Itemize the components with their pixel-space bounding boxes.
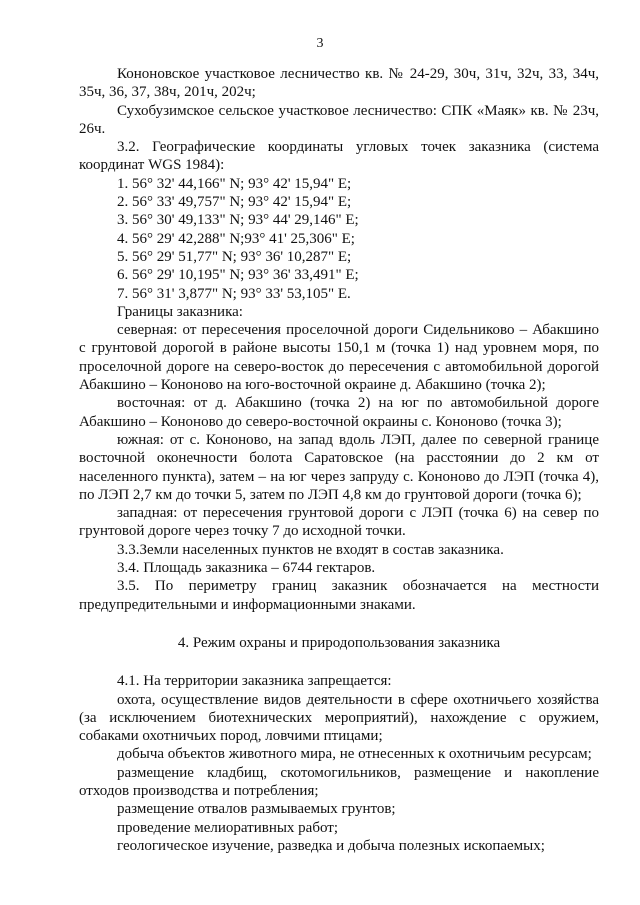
page-number: 3 <box>316 36 324 51</box>
paragraph-3-3: 3.3.Земли населенных пунктов не входят в состав заказника. <box>117 541 504 558</box>
coordinate-point-5: 5. 56° 29' 51,77" N; 93° 36' 10,287" E; <box>117 248 352 265</box>
prohibition-item-melioration: проведение мелиоративных работ; <box>117 819 339 836</box>
coordinate-point-4: 4. 56° 29' 42,288" N;93° 41' 25,306" E; <box>117 230 355 247</box>
paragraph-3-5: 3.5. По периметру границ заказник обозначается на местности предупредительными и информационными знаками. <box>79 578 599 613</box>
section-4-heading: 4. Режим охраны и природопользования заказника <box>177 634 501 651</box>
coordinate-point-1: 1. 56° 32' 44,166" N; 93° 42' 15,94" E; <box>117 175 352 192</box>
coordinate-point-2: 2. 56° 33' 49,757" N; 93° 42' 15,94" E; <box>117 194 352 211</box>
paragraph-sukhobuzimskoe: Сухобузимское сельское участковое лесничество: СПК «Маяк» кв. № 23ч, 26ч. <box>79 102 599 137</box>
paragraph-3-4: 3.4. Площадь заказника – 6744 гектаров. <box>117 560 376 577</box>
prohibition-item-wildlife: добыча объектов животного мира, не отнесенных к охотничьим ресурсам; <box>117 746 592 763</box>
paragraph-3-2: 3.2. Географические координаты угловых точек заказника (система координат WGS 1984): <box>79 139 599 174</box>
border-north: северная: от пересечения проселочной дороги Сидельниково – Абакшино с грунтовой дорогой в районе высоты 150,1 м (точка 1) над уровнем моря, по проселочной дороге на северо-восток до пересечения с автомобильной дорогой Абакшино – Кононово на юго-восточной окраине д. Абакшино (точка 2); <box>79 322 599 394</box>
document-body <box>79 65 599 855</box>
borders-title: Границы заказника: <box>117 303 243 320</box>
border-south: южная: от с. Кононово, на запад вдоль ЛЭП, далее по северной границе восточной оконечности болота Саратовское (на расстоянии до 2 км от населенного пункта), затем – на юг через запруду с. Кононово до ЛЭП (точка 4), по ЛЭП 2,7 км до точки 5, затем по ЛЭП 4,8 км до грунтовой дороги (точка 6); <box>79 431 599 503</box>
paragraph-4-1: 4.1. На территории заказника запрещается: <box>117 673 392 690</box>
paragraph-kononovskoe: Кононовское участковое лесничество кв. № 24-29, 30ч, 31ч, 32ч, 33, 34ч, 35ч, 36, 37, 38ч, 201ч, 202ч; <box>79 66 599 101</box>
prohibition-item-waste: размещение кладбищ, скотомогильников, размещение и накопление отходов производства и потребления; <box>79 764 599 799</box>
prohibition-item-hunting: охота, осуществление видов деятельности в сфере охотничьего хозяйства (за исключением биотехнических мероприятий), нахождение с оружием, собаками охотничьих пород, ловчими птицами; <box>79 691 599 745</box>
coordinate-point-3: 3. 56° 30' 49,133" N; 93° 44' 29,146" E; <box>117 212 359 229</box>
prohibition-item-dumps: размещение отвалов размываемых грунтов; <box>117 801 396 818</box>
coordinate-point-7: 7. 56° 31' 3,877" N; 93° 33' 53,105" E. <box>117 285 351 302</box>
border-east: восточная: от д. Абакшино (точка 2) на юг по автомобильной дороге Абакшино – Кононово до северо-восточной окраины с. Кононово (точка 3); <box>79 395 599 430</box>
border-west: западная: от пересечения грунтовой дороги с ЛЭП (точка 6) на север по грунтовой дороге через точку 7 до исходной точки. <box>79 505 599 540</box>
prohibition-item-geology: геологическое изучение, разведка и добыча полезных ископаемых; <box>117 837 545 854</box>
coordinate-point-6: 6. 56° 29' 10,195" N; 93° 36' 33,491" E; <box>117 267 359 284</box>
